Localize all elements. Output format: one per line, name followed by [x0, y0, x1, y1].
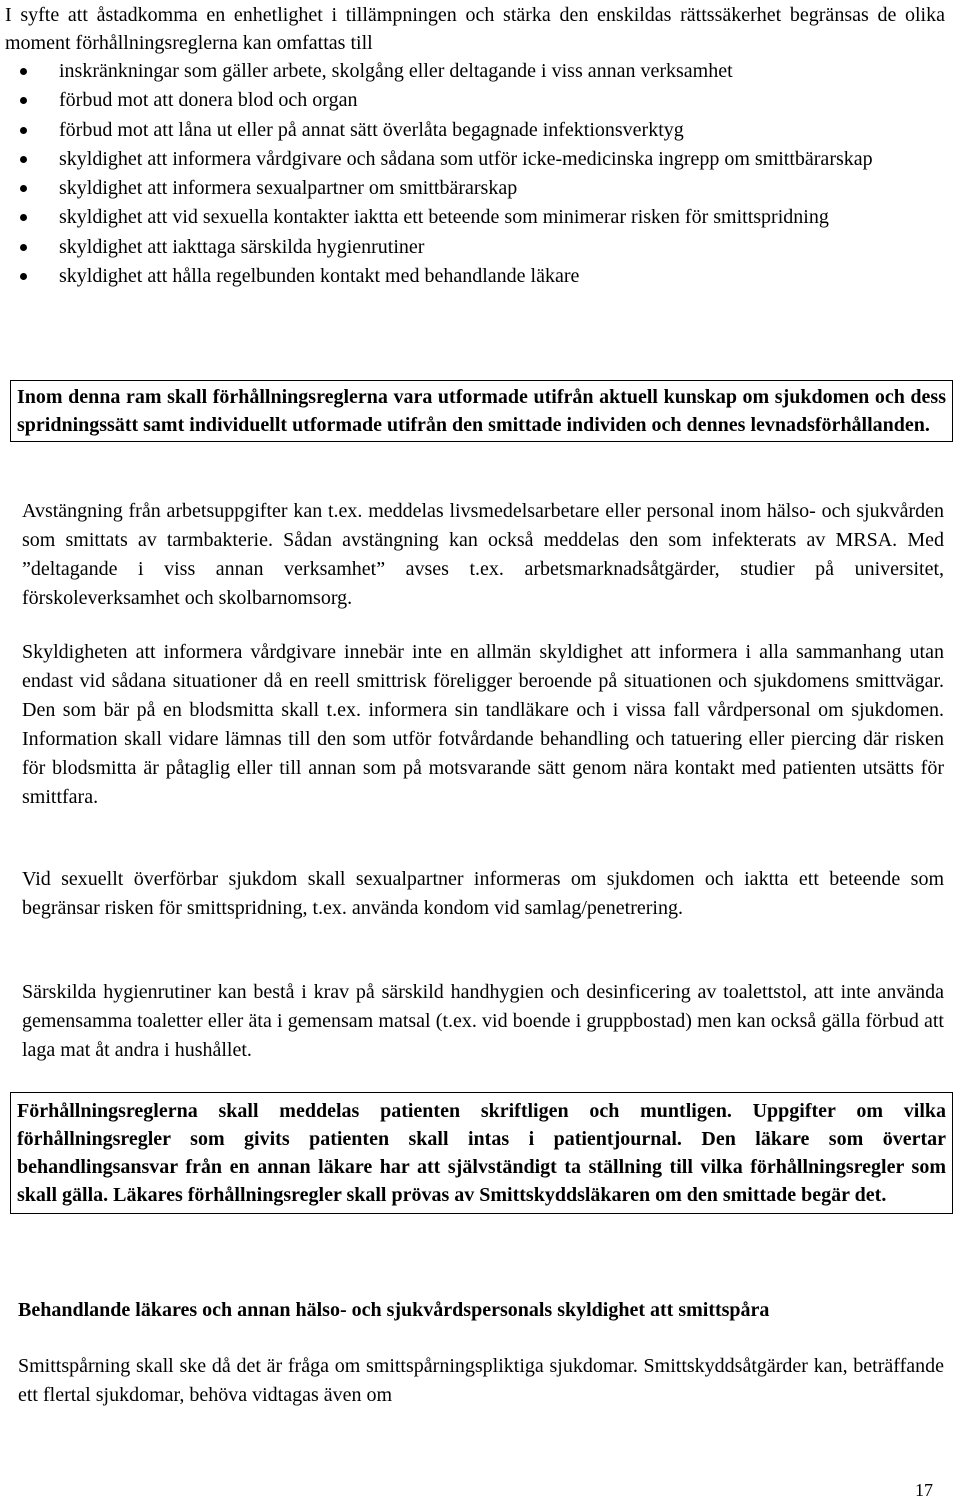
- list-item: skyldighet att vid sexuella kontakter iaktta ett beteende som minimerar risken för smittspridning: [0, 203, 944, 232]
- paragraph-hygienrutiner: Särskilda hygienrutiner kan bestå i krav på särskild handhygien och desinficering av toalettstol, att inte använda gemensamma toaletter eller äta i gemensam matsal (t.ex. vid boende i gruppbostad) men kan också gälla förbud att laga mat åt andra i hushållet.: [22, 981, 944, 1061]
- paragraph-smittsparning: Smittspårning skall ske då det är fråga om smittspårningspliktiga sjukdomar. Smittskyddsåtgärder kan, beträffande ett flertal sjukdomar, behöva vidtagas även om: [18, 1355, 944, 1406]
- intro-paragraph: I syfte att åstadkomma en enhetlighet i tillämpningen och stärka den enskildas rättssäkerhet begränsas de olika moment förhållningsreglerna kan omfattas till: [5, 4, 945, 54]
- list-item: skyldighet att iakttaga särskilda hygienrutiner: [0, 233, 944, 262]
- paragraph-sexuellt: Vid sexuellt överförbar sjukdom skall sexualpartner informeras om sjukdomen och iaktta ett beteende som begränsar risken för smittspridning, t.ex. använda kondom vid samlag/penetrering.: [22, 868, 944, 919]
- list-item: inskränkningar som gäller arbete, skolgång eller deltagande i viss annan verksamhet: [0, 57, 944, 86]
- list-item: förbud mot att låna ut eller på annat sätt överlåta begagnade infektionsverktyg: [0, 116, 944, 145]
- paragraph-avstangning: Avstängning från arbetsuppgifter kan t.ex. meddelas livsmedelsarbetare eller personal inom hälso- och sjukvården som smittats av tarmbakterie. Sådan avstängning kan också meddelas den som infekterats av MRSA. Med ”deltagande i viss annan verksamhet” avses t.ex. arbetsmarknadsåtgärder, studier på universitet, förskoleverksamhet och skolbarnomsorg.: [22, 500, 944, 609]
- list-item: skyldighet att informera sexualpartner om smittbärarskap: [0, 174, 944, 203]
- list-item: skyldighet att informera vårdgivare och sådana som utför icke-medicinska ingrepp om smittbärarskap: [0, 145, 944, 174]
- framework-boxed-note: Inom denna ram skall förhållningsreglerna vara utformade utifrån aktuell kunskap om sjukdomen och dess spridningssätt samt individuellt utformade utifrån den smittade individen och dennes levnadsförhållanden.: [10, 380, 953, 442]
- page-number: 17: [915, 1480, 933, 1500]
- list-item: skyldighet att hålla regelbunden kontakt med behandlande läkare: [0, 262, 944, 291]
- rules-bullet-list: [0, 57, 944, 291]
- paragraph-skyldigheten: Skyldigheten att informera vårdgivare innebär inte en allmän skyldighet att informera i alla sammanhang utan endast vid sådana situationer då en reell smittrisk föreligger beroende på situationen och sjukdomens smittvägar. Den som bär på en blodsmitta skall t.ex. informera sin tandläkare och i vissa fall vårdpersonal om sjukdomen. Information skall vidare lämnas till den som utför fotvårdande behandling och tatuering eller piercing där risken för blodsmitta är påtaglig eller till annan som på motsvarande sätt genom nära kontakt med patienten utsätts för smittfara.: [22, 641, 944, 808]
- section-heading: Behandlande läkares och annan hälso- och sjukvårdspersonals skyldighet att smittspåra: [18, 1299, 770, 1321]
- list-item: förbud mot att donera blod och organ: [0, 86, 944, 115]
- journal-boxed-note: Förhållningsreglerna skall meddelas patienten skriftligen och muntligen. Uppgifter om vilka förhållningsregler som givits patienten skall intas i patientjournal. Den läkare som övertar behandlingsansvar från en annan läkare har att självständigt ta ställning till vilka förhållningsregler som skall gälla. Läkares förhållningsregler skall prövas av Smittskyddsläkaren om den smittade begär det.: [10, 1092, 953, 1214]
